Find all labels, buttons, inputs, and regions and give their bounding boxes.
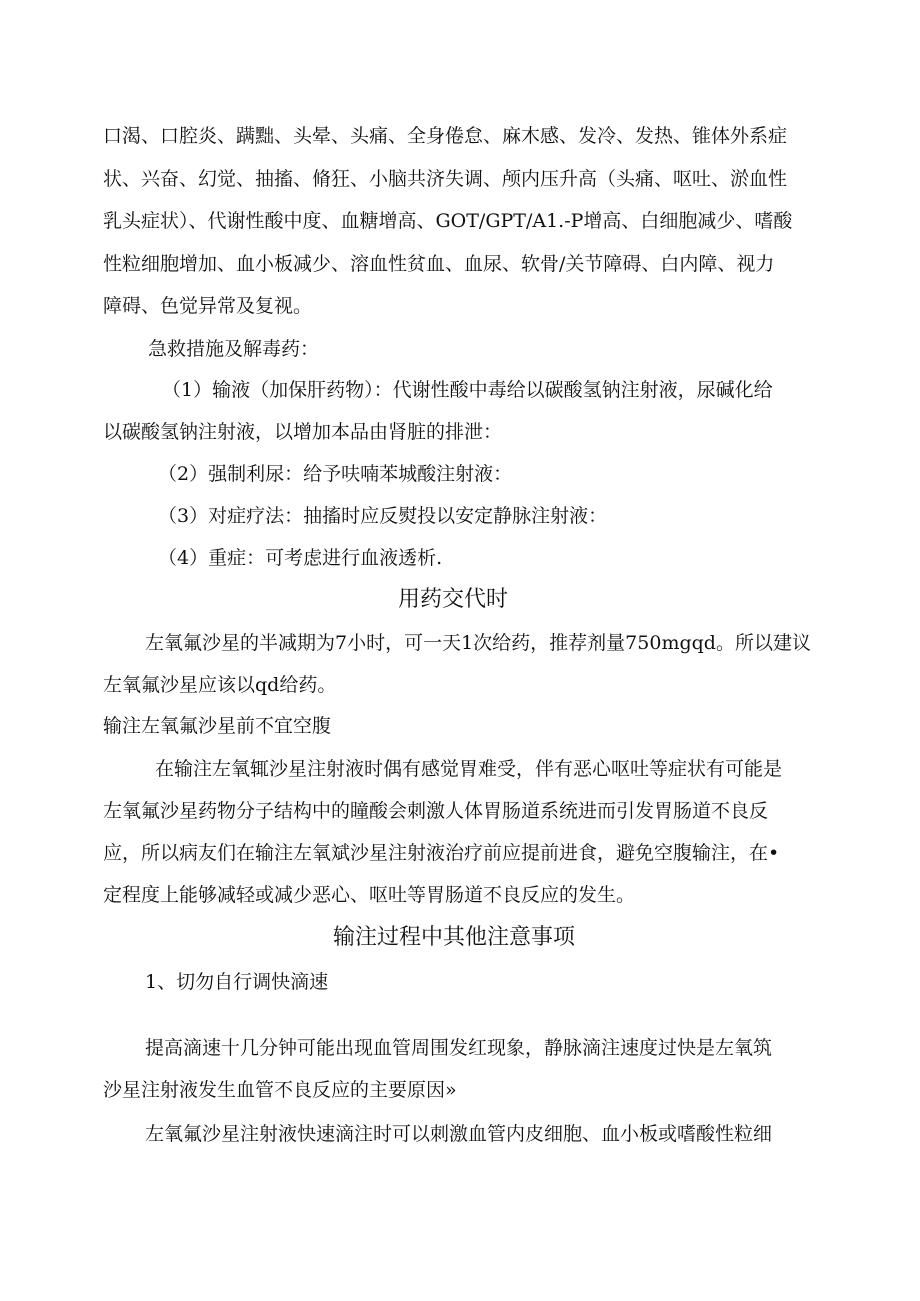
notes-paragraph-1-line-2: 沙星注射液发生血管不良反应的主要原因» bbox=[103, 1079, 457, 1101]
dosing-paragraph-line-1: 在输注左氧辄沙星注射液时偶有感觉胃难受，伴有恶心呕吐等症状有可能是 bbox=[155, 758, 783, 780]
first-aid-item-1-line-2: 以碳酸氢钠注射液，以增加本品由肾脏的排泄： bbox=[103, 421, 503, 443]
first-aid-item-3: （3）对症疗法：抽搐时应反熨投以安定静脉注射液： bbox=[158, 505, 608, 527]
symptoms-line-1: 口渴、口腔炎、蹒黜、头晕、头痛、全身倦怠、麻木感、发冷、发热、锥体外系症 bbox=[103, 125, 788, 147]
first-aid-title: 急救措施及解毒药： bbox=[148, 338, 320, 360]
dosing-line-1: 左氧氟沙星的半减期为7小时，可一天1次给药，推荐剂量750mgqd。所以建议 bbox=[145, 632, 811, 654]
dosing-paragraph-line-2: 左氧氟沙星药物分子结构中的瞳酸会刺激人体胃肠道系统进而引发胃肠道不良反 bbox=[103, 800, 769, 822]
dosing-line-2: 左氧氟沙星应该以qd给药。 bbox=[103, 674, 337, 696]
notes-item-1: 1、切勿自行调快滴速 bbox=[145, 971, 329, 993]
symptoms-line-2: 状、兴奋、幻觉、抽搐、脩狂、小脑共济失调、颅内压升高（头痛、呕吐、淤血性 bbox=[103, 168, 788, 190]
dosing-subtitle: 输注左氧氟沙星前不宜空腹 bbox=[103, 715, 332, 737]
dosing-paragraph-line-3: 应，所以病友们在输注左氧斌沙星注射液治疗前应提前进食，避免空腹输注，在• bbox=[103, 842, 780, 864]
first-aid-item-1-line-1: （1）输液（加保肝药物）：代谢性酸中毒给以碳酸氢钠注射液，尿碱化给 bbox=[162, 379, 773, 401]
symptoms-line-4: 性粒细胞增加、血小板减少、溶血性贫血、血尿、软骨/关节障碍、白内障、视力 bbox=[103, 253, 775, 275]
first-aid-item-4: （4）重症：可考虑进行血液透析. bbox=[158, 547, 443, 569]
symptoms-line-3: 乳头症状）、代谢性酸中度、血糖增高、GOT/GPT/A1.-P增高、白细胞减少、嗜酸 bbox=[103, 210, 793, 232]
symptoms-line-5: 障碍、色觉异常及复视。 bbox=[103, 295, 313, 317]
section-heading-dosing: 用药交代时 bbox=[398, 587, 509, 612]
notes-paragraph-1-line-1: 提高滴速十几分钟可能出现血管周围发红现象，静脉滴注速度过快是左氧筑 bbox=[145, 1037, 773, 1059]
dosing-paragraph-line-4: 定程度上能够减轻或减少恶心、呕吐等胃肠道不良反应的发生。 bbox=[103, 884, 636, 906]
section-heading-notes: 输注过程中其他注意事项 bbox=[333, 925, 576, 950]
first-aid-item-2: （2）强制利尿：给予呋喃苯城酸注射液： bbox=[158, 463, 513, 485]
notes-paragraph-2-line-1: 左氧氟沙星注射液快速滴注时可以刺激血管内皮细胞、血小板或嗜酸性粒细 bbox=[145, 1123, 773, 1145]
